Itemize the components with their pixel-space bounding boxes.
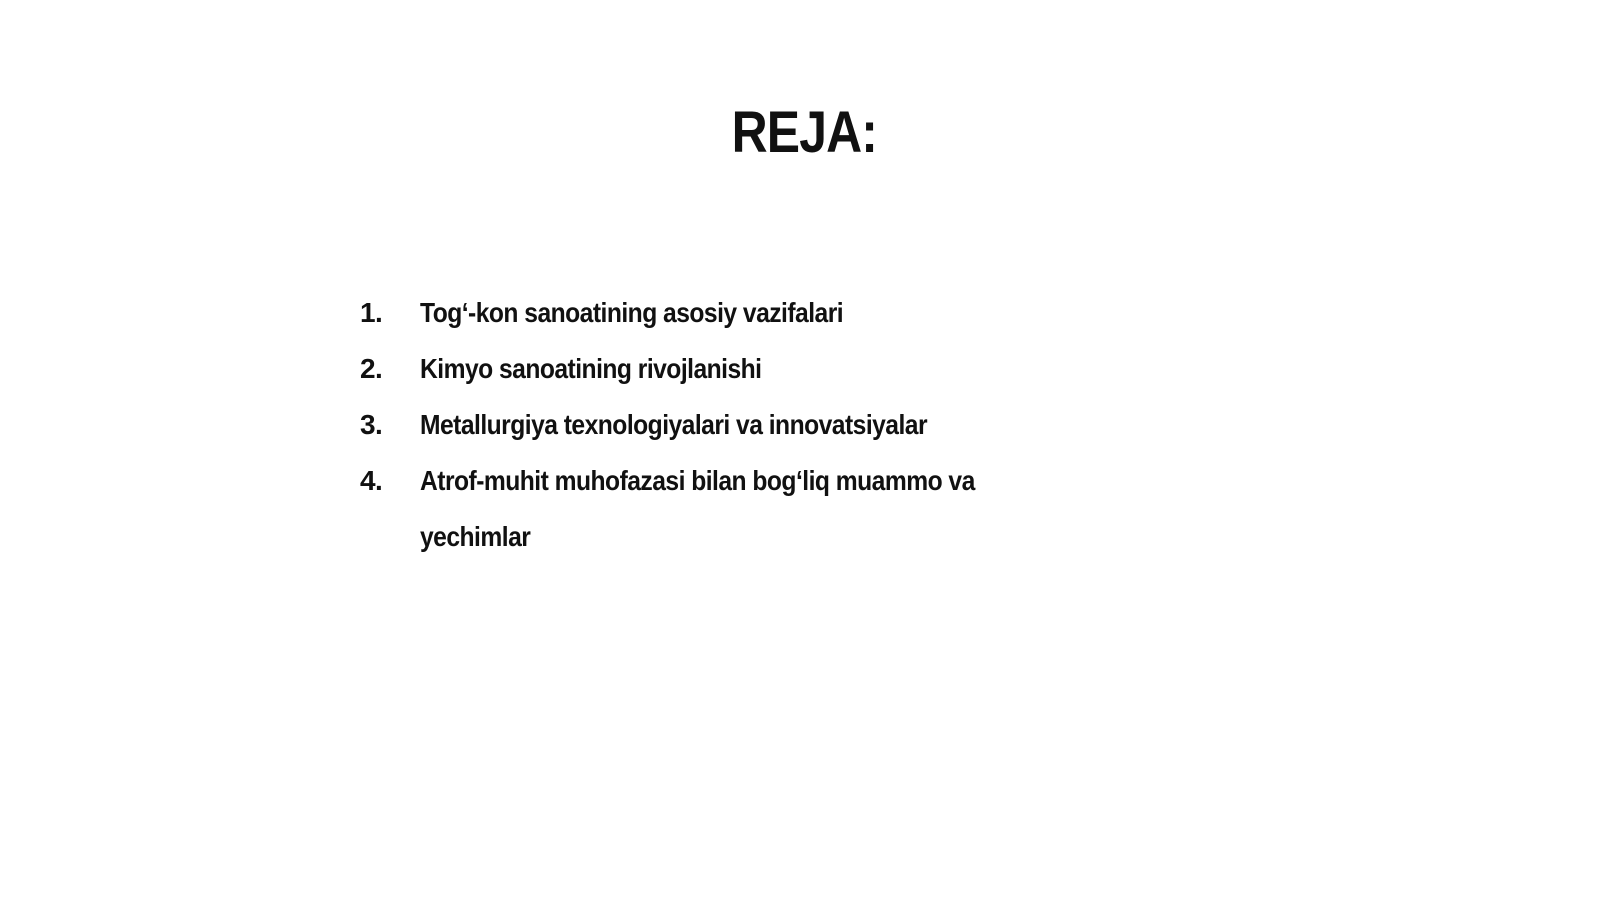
list-item-text: Tog‘-kon sanoatining asosiy vazifalari <box>420 297 844 328</box>
list-item <box>360 453 1060 565</box>
slide-title: REJA: <box>731 100 877 165</box>
plan-list <box>360 285 1060 565</box>
list-item-text: Metallurgiya texnologiyalari va innovatsiyalar <box>420 409 928 440</box>
list-item <box>360 285 1060 341</box>
list-item <box>360 397 1060 453</box>
list-item <box>360 341 1060 397</box>
list-item-text: Atrof-muhit muhofazasi bilan bog‘liq muammo va yechimlar <box>420 465 975 552</box>
list-item-number: 4. <box>360 465 383 496</box>
list-item-number: 2. <box>360 353 383 384</box>
list-item-number: 3. <box>360 409 383 440</box>
list-item-text: Kimyo sanoatining rivojlanishi <box>420 353 762 384</box>
list-item-number: 1. <box>360 297 383 328</box>
